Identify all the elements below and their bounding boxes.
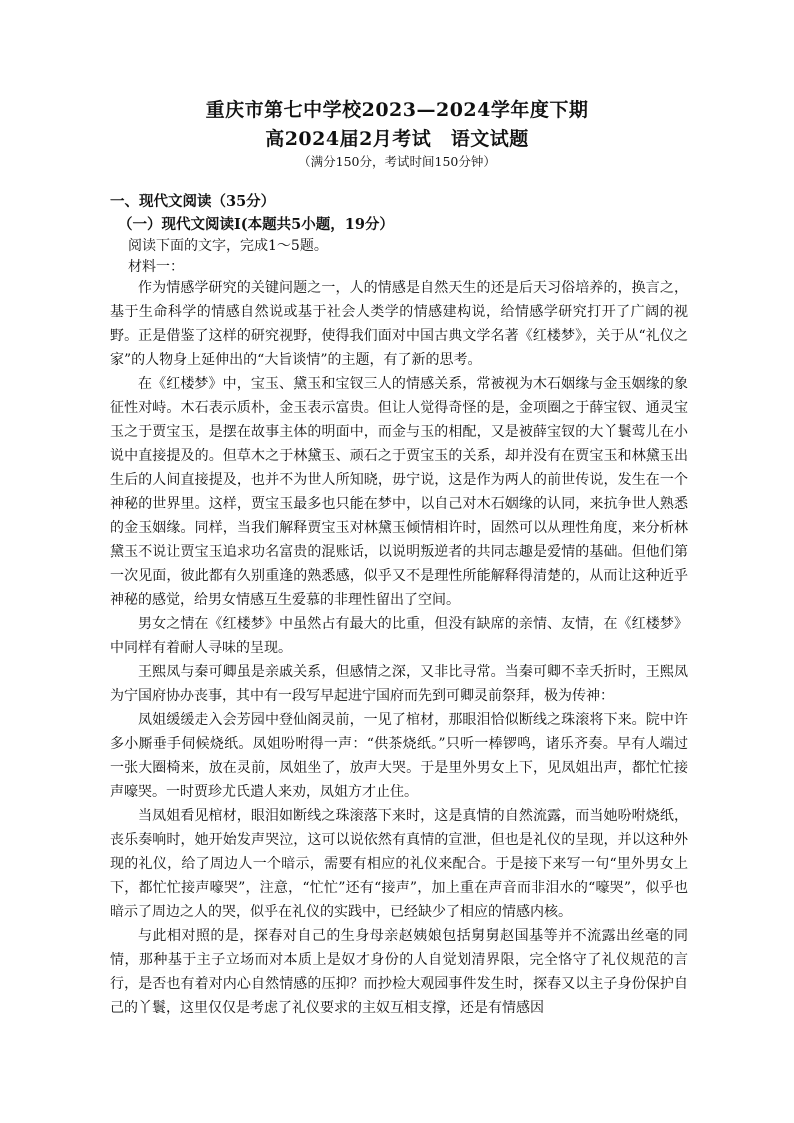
paragraph: 作为情感学研究的关键问题之一，人的情感是自然天生的还是后天习俗培养的，换言之，基于生命科学的情感自然说或基于社会人类学的情感建构说，给情感学研究打开了广阔的视野。正是借鉴了这样的研究视野，使得我们面对中国古典文学名著《红楼梦》，关于从“礼仪之家”的人物身上延伸出的“大旨谈情”的主题，有了新的思考。 xyxy=(110,280,688,368)
paragraph: 王熙凤与秦可卿虽是亲戚关系，但感情之深，又非比寻常。当秦可卿不幸夭折时，王熙凤为宁国府协办丧事，其中有一段写早起进宁国府而先到可卿灵前祭拜，极为传神： xyxy=(110,664,688,704)
exam-title-line1: 重庆市第七中学校2023—2024学年度下期 xyxy=(205,99,589,121)
subsection-heading: （一）现代文阅读Ⅰ(本题共5小题，19分） xyxy=(118,216,394,233)
paragraph: 男女之情在《红楼梦》中虽然占有最大的比重，但没有缺席的亲情、友情，在《红楼梦》中同样有着耐人寻味的呈现。 xyxy=(110,616,688,656)
article-body xyxy=(110,276,688,1020)
reading-instruction: 阅读下面的文字，完成1～5题。 xyxy=(128,238,328,254)
exam-subtitle: （满分150分，考试时间150分钟） xyxy=(298,154,496,169)
paragraph: 与此相对照的是，探春对自己的生身母亲赵姨娘包括舅舅赵国基等并不流露出丝毫的同情，那种基于主子立场而对本质上是奴才身份的人自觉划清界限，完全恪守了礼仪规范的言行，是否也有着对内心自然情感的压抑？而抄检大观园事件发生时，探春又以主子身份保护自己的丫鬟，这里仅仅是考虑了礼仪要求的主奴互相支撑，还是有情感因 xyxy=(110,928,688,1016)
section-heading: 一、现代文阅读（35分） xyxy=(110,193,276,210)
quoted-passage: 凤姐缓缓走入会芳园中登仙阁灵前，一见了棺材，那眼泪恰似断线之珠滚将下来。院中许多小厮垂手伺候烧纸。凤姐吩咐得一声：“供茶烧纸。”只听一棒锣鸣，诸乐齐奏。早有人端过一张大圈椅来，放在灵前，凤姐坐了，放声大哭。于是里外男女上下，见凤姐出声，都忙忙接声嚎哭。一时贾珍尤氏遣人来劝，凤姐方才止住。 xyxy=(110,712,688,800)
paragraph: 在《红楼梦》中，宝玉、黛玉和宝钗三人的情感关系，常被视为木石姻缘与金玉姻缘的象征性对峙。木石表示质朴，金玉表示富贵。但让人觉得奇怪的是，金项圈之于薛宝钗、通灵宝玉之于贾宝玉，是摆在故事主体的明面中，而金与玉的相配，又是被薛宝钗的大丫鬟莺儿在小说中直接提及的。但草木之于林黛玉、顽石之于贾宝玉的关系，却并没有在贾宝玉和林黛玉出生后的人间直接提及，也并不为世人所知晓，毋宁说，这是作为两人的前世传说，发生在一个神秘的世界里。这样，贾宝玉最多也只能在梦中，以自己对木石姻缘的认同，来抗争世人熟悉的金玉姻缘。同样，当我们解释贾宝玉对林黛玉倾情相许时，固然可以从理性角度，来分析林黛玉不说让贾宝玉追求功名富贵的混账话，以说明叛逆者的共同志趣是爱情的基础。但他们第一次见面，彼此都有久别重逢的熟悉感，似乎又不是理性所能解释得清楚的，从而让这种近乎神秘的感觉，给男女情感互生爱慕的非理性留出了空间。 xyxy=(110,376,688,608)
paragraph: 当凤姐看见棺材，眼泪如断线之珠滚落下来时，这是真情的自然流露，而当她吩咐烧纸，丧乐奏响时，她开始发声哭泣，这可以说依然有真情的宣泄，但也是礼仪的呈现，并以这种外现的礼仪，给了周边人一个暗示，需要有相应的礼仪来配合。于是接下来写一句“里外男女上下，都忙忙接声嚎哭”，注意，“忙忙”还有“接声”，加上重在声音而非泪水的“嚎哭”，似乎也暗示了周边之人的哭，似乎在礼仪的实践中，已经缺少了相应的情感内核。 xyxy=(110,808,688,920)
exam-title-line2: 高2024届2月考试 语文试题 xyxy=(265,128,529,150)
material-label: 材料一： xyxy=(128,259,184,275)
